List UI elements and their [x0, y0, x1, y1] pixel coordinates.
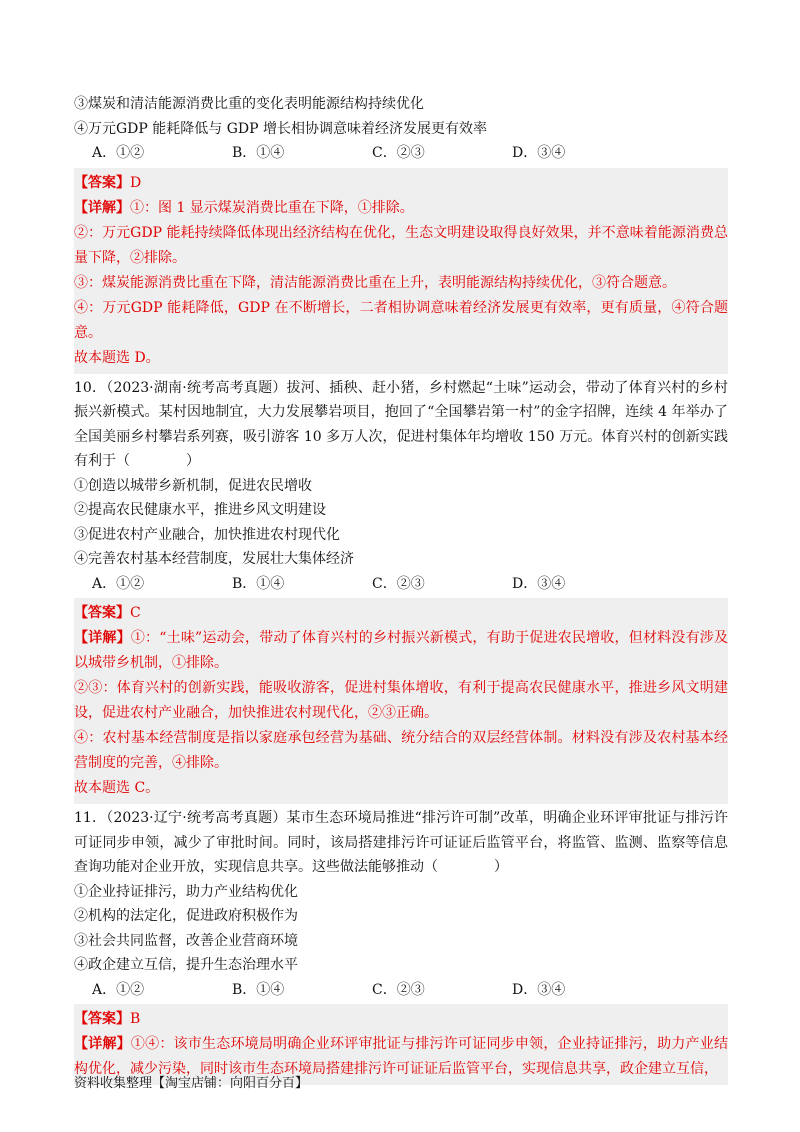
detail-tag: 【详解】: [74, 630, 131, 646]
q9-detail-4: ④：万元GDP 能耗降低，GDP 在不断增长，二者相协调意味着经济发展更有效率，更有质量，④符合题意。: [74, 299, 728, 341]
q9-option-4: ④万元GDP 能耗降低与 GDP 增长相协调意味着经济发展更有效率: [74, 120, 488, 137]
q10-choices: [74, 572, 728, 597]
choice-c: C．②③: [372, 575, 425, 592]
answer-tag: 【答案】: [74, 174, 130, 191]
answer-tag: 【答案】: [74, 1011, 130, 1027]
answer-letter: C: [130, 605, 141, 621]
q11-option-3: ③社会共同监督，改善企业营商环境: [74, 932, 298, 949]
q10-option-2: ②提高农民健康水平，推进乡风文明建设: [74, 502, 326, 518]
q9-detail-3: ③：煤炭能源消费比重在下降，清洁能源消费比重在上升，表明能源结构持续优化，③符合题意。: [74, 274, 676, 291]
detail-tag: 【详解】: [74, 1036, 131, 1052]
choice-d: D．③④: [512, 145, 566, 161]
choice-d: D．③④: [512, 981, 566, 998]
q10-detail-1: 【详解】①：“土味”运动会，带动了体育兴村的乡村振兴新模式，有助于促进农民增收，但材料没有涉及以城带乡机制，①排除。: [74, 630, 729, 671]
q9-option-3: ③煤炭和清洁能源消费比重的变化表明能源结构持续优化: [74, 96, 424, 112]
q9-choices: [74, 141, 728, 166]
q11-option-2: ②机构的法定化，促进政府积极作为: [74, 908, 298, 924]
answer-letter: B: [130, 1011, 141, 1027]
choice-a: A．①②: [92, 145, 145, 161]
q10-stem: 10．（2023·湖南·统考高考真题）拔河、插秧、赶小猪，乡村燃起“土味”运动会，带动了体育兴村的乡村振兴新模式。某村因地制宜，大力发展攀岩项目，抱回了“全国攀岩第一村”的金字招牌，连续 4 年举办了全国美丽乡村攀岩系列赛，吸引游客 10 多万人次，促进村集体年均增收 150 万元。体育兴村的创新实践有利于（ ）: [74, 379, 728, 469]
document-page: [74, 92, 728, 1087]
choice-c: C．②③: [372, 981, 425, 998]
q10-answer-block: [74, 598, 728, 804]
q11-option-1: ①企业持证排污，助力产业结构优化: [74, 883, 298, 900]
choice-d: D．③④: [512, 575, 566, 592]
q9-conclusion: 故本题选 D。: [74, 349, 160, 366]
choice-a: A．①②: [92, 981, 145, 998]
answer-letter: D: [130, 174, 142, 191]
q11-choices: [74, 978, 728, 1003]
choice-b: B．①④: [232, 145, 285, 161]
detail-tag: 【详解】: [74, 199, 130, 216]
q10-option-4: ④完善农村基本经营制度，发展壮大集体经济: [74, 551, 354, 567]
choice-b: B．①④: [232, 981, 285, 998]
q9-answer: [74, 171, 728, 196]
q10-answer: [74, 601, 728, 626]
q11-option-4: ④政企建立互信，提升生态治理水平: [74, 957, 298, 973]
q10-detail-3: ④：农村基本经营制度是指以家庭承包经营为基础、统分结合的双层经营体制。材料没有涉及农村基本经营制度的完善，④排除。: [74, 730, 728, 771]
q9-detail-1: 【详解】①：图 1 显示煤炭消费比重在下降，①排除。: [74, 199, 414, 216]
q10-conclusion: 故本题选 C。: [74, 780, 160, 796]
q10-detail-2: ②③：体育兴村的创新实践，能吸收游客，促进村集体增收，有利于提高农民健康水平，推进乡风文明建设，促进农村产业融合，加快推进农村现代化，②③正确。: [74, 680, 728, 721]
q10-option-3: ③促进农村产业融合，加快推进农村现代化: [74, 526, 340, 543]
q11-detail-1: 【详解】①④：该市生态环境局明确企业环评审批证与排污许可证同步申领，企业持证排污，助力产业结构优化，减少污染，同时该市生态环境局搭建排污许可证证后监管平台，实现信息共享，政企建立互信，: [74, 1036, 728, 1077]
q11-answer: [74, 1007, 728, 1032]
q9-answer-block: [74, 168, 728, 374]
page-footer: 资料收集整理【淘宝店铺：向阳百分百】: [74, 1076, 309, 1091]
q10-option-1: ①创造以城带乡新机制，促进农民增收: [74, 477, 312, 494]
choice-b: B．①④: [232, 575, 285, 592]
choice-c: C．②③: [372, 145, 425, 161]
choice-a: A．①②: [92, 575, 145, 592]
answer-tag: 【答案】: [74, 605, 130, 621]
q11-stem: 11．（2023·辽宁·统考高考真题）某市生态环境局推进“排污许可制”改革，明确企业环评审批证与排污许可证同步申领，减少了审批时间。同时，该局搭建排污许可证证后监管平台，将监管、监测、监察等信息查询功能对企业开放，实现信息共享。这些做法能够推动（ ）: [74, 810, 728, 875]
q9-detail-2: ②：万元GDP 能耗持续降低体现出经济结构在优化，生态文明建设取得良好效果，并不意味着能源消费总量下降，②排除。: [74, 224, 728, 266]
